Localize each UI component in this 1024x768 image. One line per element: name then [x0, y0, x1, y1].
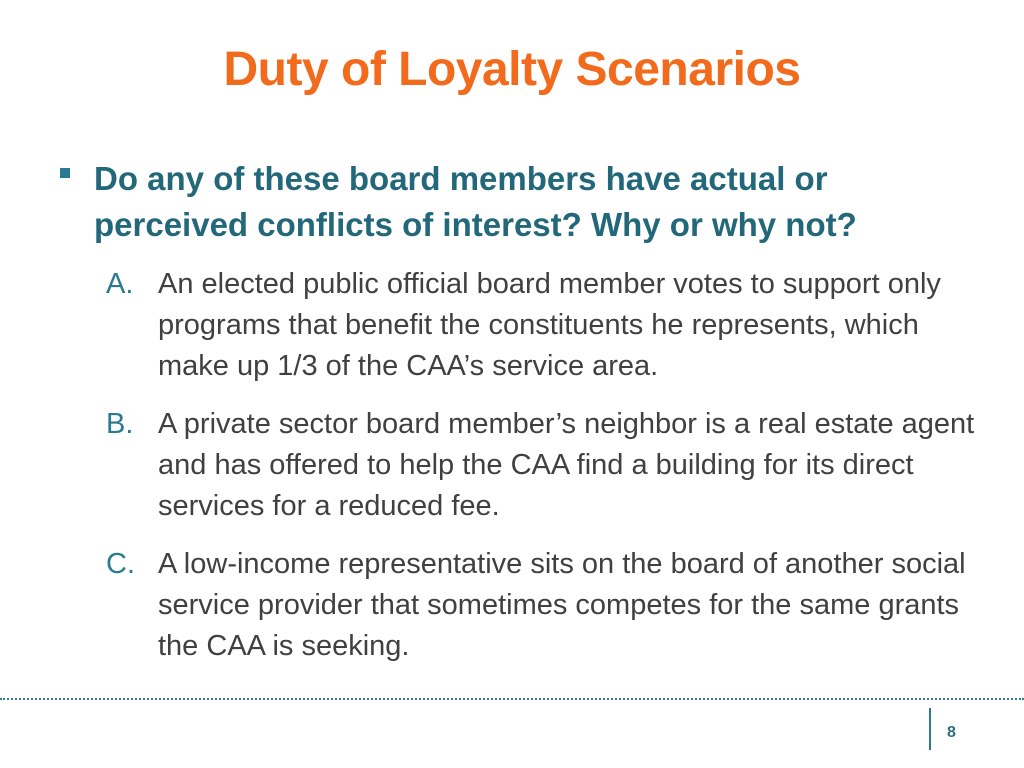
- question-text: Do any of these board members have actual or perceived conflicts of interest? Why or why not?: [94, 160, 857, 243]
- slide-title: Duty of Loyalty Scenarios: [223, 43, 801, 96]
- scenario-letter: B.: [106, 408, 134, 440]
- page-number: 8: [947, 724, 956, 741]
- scenario-letter: C.: [106, 548, 135, 580]
- scenario-list: [106, 264, 986, 684]
- scenario-letter: A.: [106, 268, 134, 300]
- scenario-item-a: [106, 264, 986, 387]
- page-number-separator: [929, 708, 931, 750]
- scenario-item-b: [106, 404, 986, 527]
- main-bullet: [60, 156, 940, 248]
- scenario-text: A low-income representative sits on the board of another social service provider that sometimes competes for the same grants the CAA is seeking.: [158, 548, 966, 662]
- scenario-text: A private sector board member’s neighbor is a real estate agent and has offered to help the CAA find a building for its direct services for a reduced fee.: [158, 408, 975, 522]
- scenario-text: An elected public official board member votes to support only programs that benefit the constituents he represents, which make up 1/3 of the CAA’s service area.: [158, 268, 941, 382]
- scenario-item-c: [106, 544, 986, 667]
- square-bullet-icon: [60, 168, 70, 178]
- footer-divider: [0, 698, 1024, 700]
